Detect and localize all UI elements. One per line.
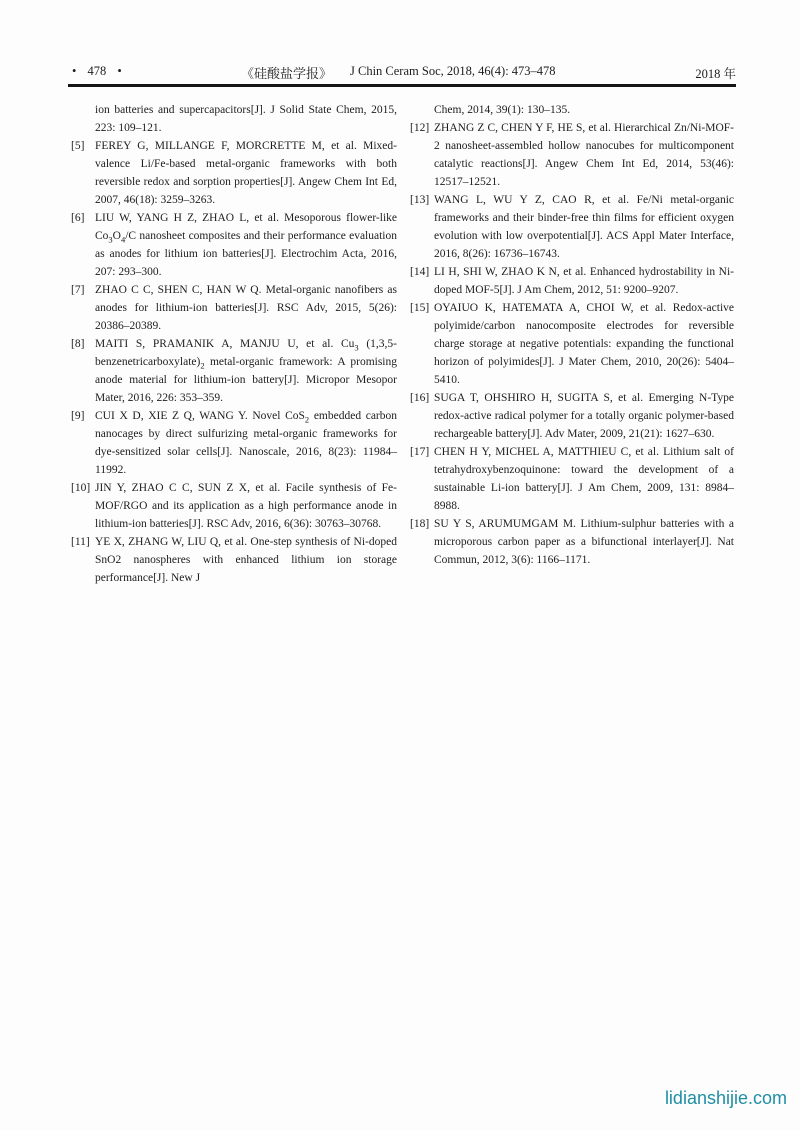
reference-entry — [71, 479, 397, 533]
reference-entry — [410, 389, 734, 443]
page-number: • 478 • — [72, 64, 122, 78]
reference-text: FEREY G, MILLANGE F, MORCRETTE M, et al. Mixed-valence Li/Fe-based metal-organic frameworks with both reversible redox and sorption properties[J]. Angew Chem Int Ed, 2007, 46(18): 3259–3263. — [95, 140, 397, 206]
reference-text: SUGA T, OHSHIRO H, SUGITA S, et al. Emerging N-Type redox-active radical polymer for a totally organic polymer-based rechargeable battery[J]. Adv Mater, 2009, 21(21): 1627–630. — [434, 392, 734, 440]
journal-title-cn: 《硅酸盐学报》 — [241, 66, 333, 81]
reference-text: ion batteries and supercapacitors[J]. J Solid State Chem, 2015, 223: 109–121. — [95, 104, 397, 134]
reference-entry — [410, 515, 734, 569]
reference-number: [5] — [71, 140, 85, 152]
reference-number: [18] — [410, 518, 430, 530]
reference-number: [17] — [410, 446, 430, 458]
reference-text: OYAIUO K, HATEMATA A, CHOI W, et al. Redox-active polyimide/carbon nanocomposite electrodes for reversible charge storage at negative potentials: expanding the functional horizon of polyimides[J]. J Mater Chem, 2010, 20(26): 5404–5410. — [434, 302, 734, 386]
reference-text: ZHANG Z C, CHEN Y F, HE S, et al. Hierarchical Zn/Ni-MOF-2 nanosheet-assembled hollow nanocubes for multicomponent catalytic reactions[J]. Angew Chem Int Ed, 2014, 53(46): 12517–12521. — [434, 122, 734, 188]
reference-entry — [410, 263, 734, 299]
reference-text: LIU W, YANG H Z, ZHAO L, et al. Mesoporous flower-like $Co_3O_4/C$ nanosheet composites and their performance evaluation as anodes for lithium ion batteries[J]. Electrochim Acta, 2016, 207: 293–300. — [95, 212, 397, 278]
reference-number: [14] — [410, 266, 430, 278]
reference-number: [6] — [71, 212, 85, 224]
reference-number: [11] — [71, 536, 90, 548]
reference-entry — [410, 443, 734, 515]
journal-title-en: J Chin Ceram Soc, 2018, 46(4): 473–478 — [350, 64, 556, 78]
reference-number: [9] — [71, 410, 85, 422]
reference-entry — [71, 335, 397, 407]
reference-entry — [410, 119, 734, 191]
reference-text: CUI X D, XIE Z Q, WANG Y. Novel CoS$_2$ embedded carbon nanocages by direct sulfurizing metal-organic frameworks for dye-sensitized solar cells[J]. Nanoscale, 2016, 8(23): 11984–11992. — [95, 410, 398, 476]
reference-entry — [71, 209, 397, 281]
reference-text: CHEN H Y, MICHEL A, MATTHIEU C, et al. Lithium salt of tetrahydroxybenzoquinone: toward the development of a sustainable Li-ion battery[J]. J Am Chem, 2009, 131: 8984–8988. — [434, 446, 734, 512]
reference-text: SU Y S, ARUMUMGAM M. Lithium-sulphur batteries with a microporous carbon paper as a bifunctional interlayer[J]. Nat Commun, 2012, 3(6): 1166–1171. — [434, 518, 734, 566]
reference-number: [10] — [71, 482, 91, 494]
header-rule — [68, 84, 736, 87]
reference-entry — [410, 101, 734, 119]
reference-entry — [71, 101, 397, 137]
reference-entry — [71, 137, 397, 209]
reference-entry — [410, 299, 734, 389]
reference-entry — [71, 407, 397, 479]
reference-text: ZHAO C C, SHEN C, HAN W Q. Metal-organic nanofibers as anodes for lithium-ion batteries[J]. RSC Adv, 2015, 5(26): 20386–20389. — [95, 284, 397, 332]
reference-text: Chem, 2014, 39(1): 130–135. — [434, 104, 571, 116]
reference-text: WANG L, WU Y Z, CAO R, et al. Fe/Ni metal-organic frameworks and their binder-free thin films for efficient oxygen evolution with low overpotential[J]. ACS Appl Mater Interface, 2016, 8(26): 16736–16743. — [434, 194, 734, 260]
references-right-column — [410, 101, 734, 569]
page-header — [0, 64, 800, 84]
reference-entry — [71, 533, 397, 587]
year-label: 2018 年 — [695, 67, 736, 81]
reference-text: LI H, SHI W, ZHAO K N, et al. Enhanced hydrostability in Ni-doped MOF-5[J]. J Am Chem, 2012, 51: 9200–9207. — [434, 266, 734, 296]
reference-number: [12] — [410, 122, 430, 134]
reference-text: MAITI S, PRAMANIK A, MANJU U, et al. $Cu_3$ $(1,3,5-benzenetricarboxylate)_2$ metal-organic framework: A promising anode material for lithium-ion battery[J]. Micropor Mesopor Mater, 2016, 226: 353–359. — [95, 338, 397, 404]
reference-number: [8] — [71, 338, 85, 350]
reference-entry — [71, 281, 397, 335]
reference-number: [7] — [71, 284, 85, 296]
reference-number: [13] — [410, 194, 430, 206]
reference-text: YE X, ZHANG W, LIU Q, et al. One-step synthesis of Ni-doped SnO2 nanospheres with enhanced lithium ion storage performance[J]. New J — [95, 536, 397, 584]
references-left-column — [71, 101, 397, 587]
reference-number: [15] — [410, 302, 430, 314]
watermark-url: lidianshijie.com — [664, 1088, 787, 1108]
reference-number: [16] — [410, 392, 430, 404]
reference-entry — [410, 191, 734, 263]
reference-text: JIN Y, ZHAO C C, SUN Z X, et al. Facile synthesis of Fe-MOF/RGO and its application as a high performance anode in lithium-ion batteries[J]. RSC Adv, 2016, 6(36): 30763–30768. — [95, 482, 397, 530]
